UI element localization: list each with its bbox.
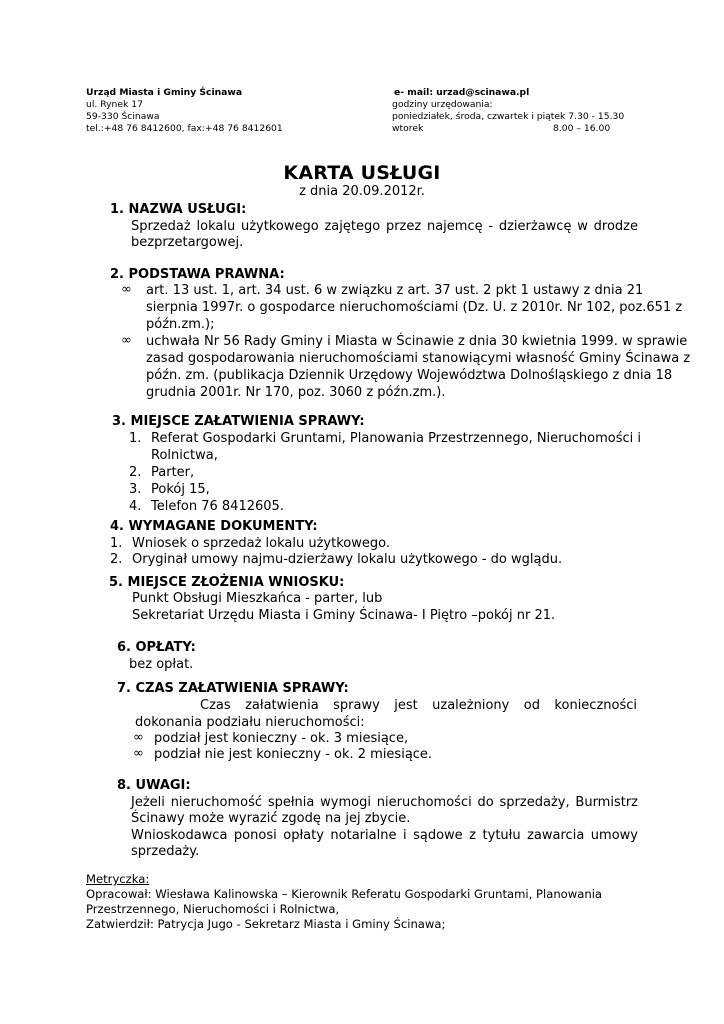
infinity-bullet-icon: ∞ <box>121 333 132 348</box>
office-phone: tel.:+48 76 8412600, fax:+48 76 8412601 <box>86 123 283 134</box>
list-item: Pokój 15, <box>151 482 210 497</box>
list-number: 1. <box>110 536 123 551</box>
hours-label: godziny urzędowania: <box>392 99 493 110</box>
hours-weekdays: poniedziałek, środa, czwartek i piątek 7.30 - 15.30 <box>392 111 625 122</box>
legal-basis-line: uchwała Nr 56 Rady Gminy i Miasta w Ścinawie z dnia 30 kwietnia 1999. w sprawie <box>146 334 688 349</box>
document-date: z dnia 20.09.2012r. <box>299 184 425 199</box>
section-1-line: Sprzedaż lokalu użytkowego zajętego przez najemcę - dzierżawcę w drodze <box>131 219 638 234</box>
list-item: Telefon 76 8412605. <box>151 499 284 514</box>
list-item: Referat Gospodarki Gruntami, Planowania Przestrzennego, Nieruchomości i <box>151 431 641 446</box>
legal-basis-line: sierpnia 1997r. o gospodarce nieruchomościami (Dz. U. z 2010r. Nr 102, poz.651 z <box>146 300 683 315</box>
section-8-line: Ścinawy może wyrazić zgodę na jej zbycie. <box>131 811 411 826</box>
section-7-line: dokonania podziału nieruchomości: <box>135 715 365 730</box>
legal-basis-line: późn.zm.); <box>146 317 215 332</box>
metadata-line: Zatwierdził: Patrycja Jugo - Sekretarz Miasta i Gminy Ścinawa; <box>86 917 446 931</box>
section-2-heading: 2. PODSTAWA PRAWNA: <box>110 267 285 282</box>
office-postal: 59-330 Ścinawa <box>86 111 160 122</box>
legal-basis-line: art. 13 ust. 1, art. 34 ust. 6 w związku z art. 37 ust. 2 pkt 1 ustawy z dnia 21 <box>146 283 644 298</box>
section-7-line: Czas załatwienia sprawy jest uzależniony od konieczności <box>200 698 637 713</box>
infinity-bullet-icon: ∞ <box>133 730 144 745</box>
section-7-heading: 7. CZAS ZAŁATWIENIA SPRAWY: <box>117 681 349 696</box>
metadata-label: Metryczka: <box>86 872 150 886</box>
office-name: Urząd Miasta i Gminy Ścinawa <box>86 87 243 98</box>
section-8-line: Jeżeli nieruchomość spełnia wymogi nieruchomości do sprzedaży, Burmistrz <box>131 795 638 810</box>
section-8-line: sprzedaży. <box>131 844 200 859</box>
list-number: 2. <box>129 465 142 480</box>
section-5-line: Punkt Obsługi Mieszkańca - parter, lub <box>132 591 383 606</box>
list-number: 2. <box>110 552 123 567</box>
page-title: KARTA USŁUGI <box>283 162 441 184</box>
legal-basis-line: późn. zm. (publikacja Dziennik Urzędowy Województwa Dolnośląskiego z dnia 18 <box>146 368 673 383</box>
list-item: Oryginał umowy najmu-dzierżawy lokalu użytkowego - do wglądu. <box>132 552 563 567</box>
list-number: 4. <box>129 499 142 514</box>
section-5-line: Sekretariat Urzędu Miasta i Gminy Ścinawa- I Piętro –pokój nr 21. <box>132 608 556 623</box>
section-3-heading: 3. MIEJSCE ZAŁATWIENIA SPRAWY: <box>112 414 365 429</box>
bullet-item: podział nie jest konieczny - ok. 2 miesiące. <box>154 747 433 762</box>
legal-basis-line: grudnia 2001r. Nr 170, poz. 3060 z późn.zm.). <box>146 385 446 400</box>
infinity-bullet-icon: ∞ <box>133 746 144 761</box>
section-6-line: bez opłat. <box>129 657 194 672</box>
hours-tuesday-time: 8.00 – 16.00 <box>553 123 611 134</box>
section-1-heading: 1. NAZWA USŁUGI: <box>110 202 247 217</box>
section-1-line: bezprzetargowej. <box>131 235 244 250</box>
metadata-line: Przestrzennego, Nieruchomości i Rolnictwa, <box>86 902 340 916</box>
list-number: 1. <box>129 431 142 446</box>
section-8-line: Wnioskodawca ponosi opłaty notarialne i sądowe z tytułu zawarcia umowy <box>131 828 638 843</box>
section-5-heading: 5. MIEJSCE ZŁOŻENIA WNIOSKU: <box>109 575 345 590</box>
hours-tuesday-day: wtorek <box>392 123 424 134</box>
bullet-item: podział jest konieczny - ok. 3 miesiące, <box>154 731 409 746</box>
metadata-line: Opracował: Wiesława Kalinowska – Kierownik Referatu Gospodarki Gruntami, Planowania <box>86 887 603 901</box>
section-8-heading: 8. UWAGI: <box>117 778 191 793</box>
infinity-bullet-icon: ∞ <box>121 282 132 297</box>
section-6-heading: 6. OPŁATY: <box>117 640 196 655</box>
list-item: Parter, <box>151 465 195 480</box>
list-number: 3. <box>129 482 142 497</box>
section-4-heading: 4. WYMAGANE DOKUMENTY: <box>110 519 318 534</box>
office-email[interactable]: e- mail: urzad@scinawa.pl <box>394 87 530 98</box>
list-item: Rolnictwa, <box>151 448 218 463</box>
list-item: Wniosek o sprzedaż lokalu użytkowego. <box>132 536 390 551</box>
legal-basis-line: zasad gospodarowania nieruchomościami stanowiącymi własność Gminy Ścinawa z <box>146 351 691 366</box>
office-street: ul. Rynek 17 <box>86 99 143 110</box>
